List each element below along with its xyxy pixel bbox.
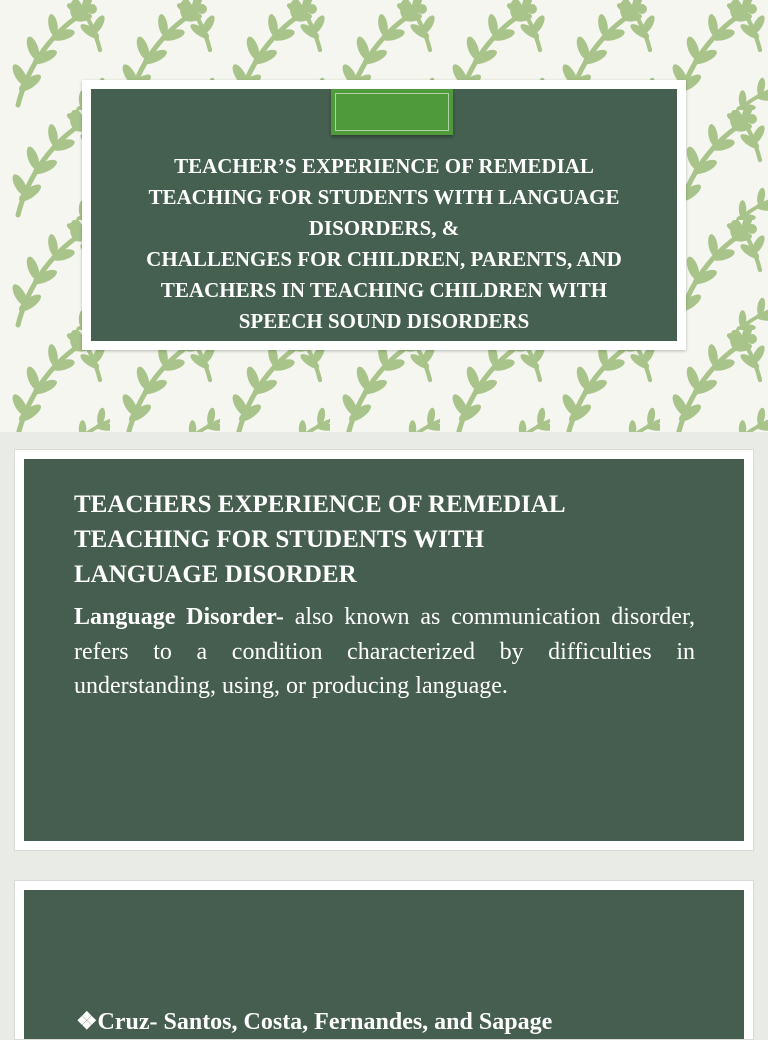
heading-line: TEACHING FOR STUDENTS WITH [74, 526, 485, 553]
diamond-bullet-icon: ❖ [76, 1009, 98, 1035]
title-line: SPEECH SOUND DISORDERS [238, 309, 530, 333]
content-panel [24, 459, 744, 841]
title-line: DISORDERS, & [308, 216, 460, 240]
accent-tab [331, 89, 453, 135]
defined-term: Language Disorder- [74, 604, 284, 630]
next-slide [14, 880, 754, 1040]
slide-title [101, 151, 667, 337]
title-line: TEACHING FOR STUDENTS WITH LANGUAGE [148, 185, 620, 209]
definition-text: also known as communication disorder, refers to a condition characterized by difficulties in understanding, using, or producing language. [74, 604, 695, 699]
heading-line: TEACHERS EXPERIENCE OF REMEDIAL [74, 491, 566, 518]
bullet-line [76, 1007, 552, 1036]
slide-heading [74, 487, 674, 592]
title-line: CHALLENGES FOR CHILDREN, PARENTS, AND [146, 247, 622, 271]
bullet-text: Cruz- Santos, Costa, Fernandes, and Sapage [97, 1009, 553, 1035]
content-slide [14, 449, 754, 851]
title-card [82, 80, 686, 350]
title-line: TEACHER’S EXPERIENCE OF REMEDIAL [174, 154, 594, 178]
heading-line: LANGUAGE DISORDER [74, 561, 357, 588]
next-slide-panel [24, 890, 744, 1039]
title-panel [91, 89, 677, 341]
title-line: TEACHERS IN TEACHING CHILDREN WITH [160, 278, 608, 302]
title-slide [0, 0, 768, 432]
definition-paragraph [74, 600, 695, 704]
